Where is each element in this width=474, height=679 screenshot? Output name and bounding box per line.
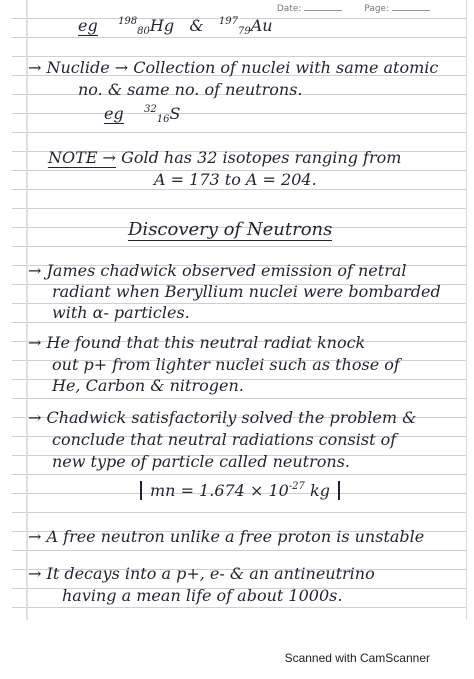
found-line1: → He found that this neutral radiat knock <box>28 333 366 352</box>
hg-isotope: $^{198}$80Hg <box>118 16 175 37</box>
free-neutron-line: → A free neutron unlike a free proton is unstable <box>28 527 425 546</box>
page-header <box>277 4 430 14</box>
ampersand: & <box>189 16 204 35</box>
section-title: Discovery of Neutrons <box>128 219 333 240</box>
note-line2: A = 173 to A = 204. <box>154 170 317 189</box>
decay-line1: → It decays into a p+, e- & an antineutrino <box>28 564 375 583</box>
page-field: Page: <box>364 4 430 14</box>
decay-line2: having a mean life of about 1000s. <box>62 586 343 605</box>
example-hg-au <box>78 16 273 35</box>
nuclide-definition-line2: no. & same no. of neutrons. <box>78 80 303 99</box>
solved-line3: new type of particle called neutrons. <box>52 452 350 471</box>
solved-line1: → Chadwick satisfactorily solved the problem & <box>28 408 417 427</box>
example-sulfur: eg $^{32}$16S <box>104 104 181 125</box>
found-line3: He, Carbon & nitrogen. <box>52 376 244 395</box>
solved-line2: conclude that neutral radiations consist of <box>52 430 397 449</box>
found-line2: out p+ from lighter nuclei such as those of <box>52 355 400 374</box>
au-isotope: $^{197}$79Au <box>218 16 273 37</box>
note-line1: NOTE → Gold has 32 isotopes ranging from <box>48 148 402 167</box>
scanner-watermark: Scanned with CamScanner <box>284 651 430 665</box>
neutron-mass-formula: mn = $1.674 \times 10^{-27}$ kg <box>140 481 340 500</box>
chadwick-line2: radiant when Beryllium nuclei were bombarded <box>52 282 441 301</box>
eg-label: eg <box>78 16 98 35</box>
nuclide-definition-line1: → Nuclide → Collection of nuclei with same atomic <box>28 58 439 77</box>
chadwick-line1: → James chadwick observed emission of netral <box>28 261 407 280</box>
chadwick-line3: with α- particles. <box>52 303 190 322</box>
date-field: Date: <box>277 4 342 14</box>
